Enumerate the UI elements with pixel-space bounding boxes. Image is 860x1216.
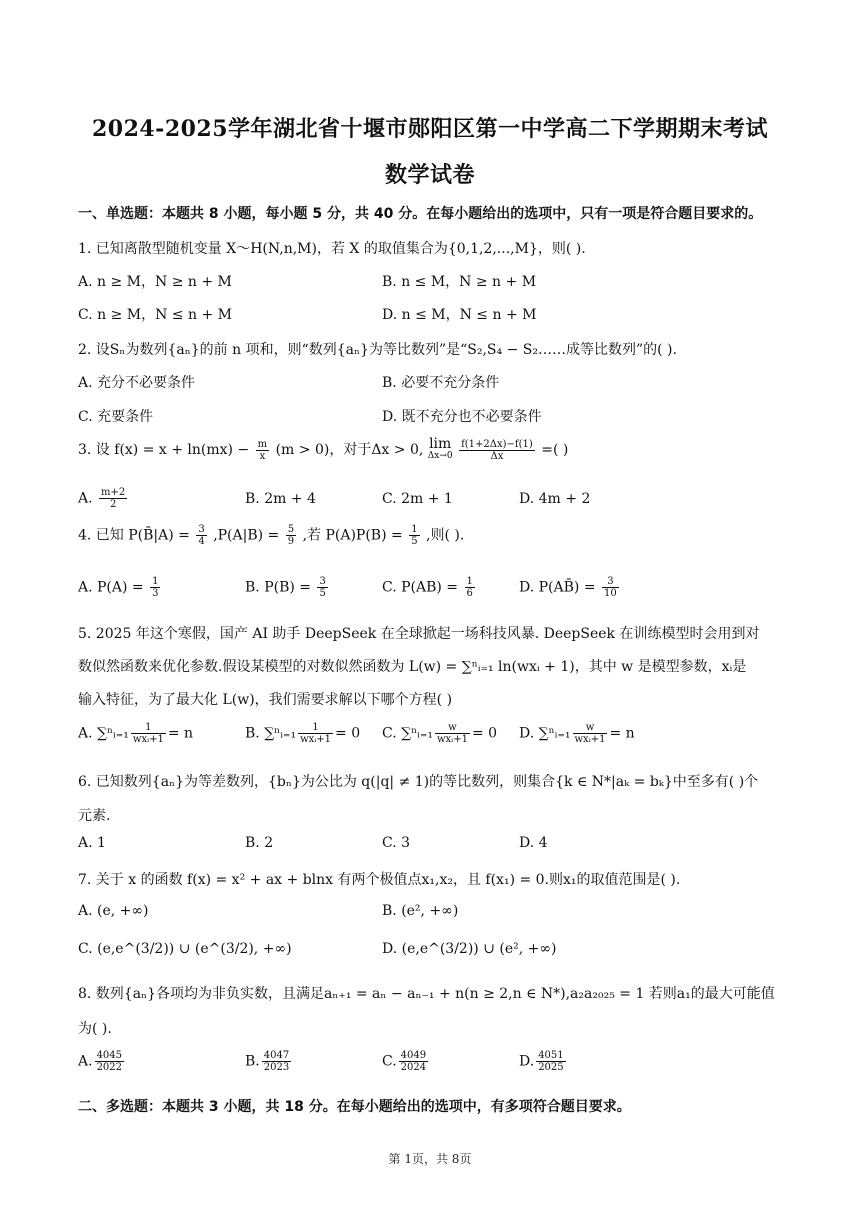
fraction-denominator: x: [259, 450, 266, 462]
fraction-numerator: 1: [411, 524, 418, 535]
question-3-stem-part-b: (m > 0)，对于Δx > 0,: [275, 442, 424, 458]
question-2-option-a: A. 充分不必要条件: [78, 375, 196, 391]
fraction-denominator: 6: [466, 588, 473, 599]
page-footer: 第 1页，共 8页: [388, 1152, 472, 1166]
question-4-stem-part-d: ,则( ).: [426, 527, 465, 544]
fraction-denominator: 2: [109, 499, 117, 510]
question-8-line-1: 8. 数列{aₙ}各项均为非负实数，且满足aₙ₊₁ = aₙ − aₙ₋₁ + n(n ≥ 2,n ∈ N*),a₂a₂₀₂₅ = 1 若则a₁的最大可能值: [78, 986, 775, 1002]
question-4-fraction-2: [286, 524, 296, 547]
question-7-option-a: A. (e, +∞): [78, 903, 149, 919]
option-label: B. ∑ⁿᵢ₌₁: [245, 725, 297, 742]
option-label: C. ∑ⁿᵢ₌₁: [382, 725, 433, 742]
question-5-line-3: 输入特征，为了最大化 L(w)，我们需要求解以下哪个方程( ): [78, 692, 453, 708]
option-fraction: [573, 722, 608, 745]
option-label: A. ∑ⁿᵢ₌₁: [78, 725, 129, 742]
fraction-denominator: wxᵢ+1: [132, 734, 164, 745]
question-5-option-b: [245, 722, 360, 745]
question-1-option-a: A. n ≥ M，N ≥ n + M: [78, 274, 232, 290]
question-7-option-c: C. (e,e^(3/2)) ∪ (e^(3/2), +∞): [78, 941, 292, 957]
fraction-denominator: 9: [287, 536, 295, 547]
question-7-option-d: D. (e,e^(3/2)) ∪ (e², +∞): [382, 941, 557, 957]
fraction-numerator: 4051: [538, 1050, 564, 1061]
question-4-option-d: [519, 576, 621, 599]
option-label: B.: [245, 1053, 260, 1070]
question-1-option-d: D. n ≤ M，N ≤ n + M: [382, 307, 537, 323]
question-2-stem: 2. 设Sₙ为数列{aₙ}的前 n 项和，则“数列{aₙ}为等比数列”是“S₂,S₄ − S₂……成等比数列”的( ).: [78, 342, 677, 358]
question-2-option-d: D. 既不充分也不必要条件: [382, 409, 542, 425]
question-1-stem: 1. 已知离散型随机变量 X～H(N,n,M)，若 X 的取值集合为{0,1,2,...,M}，则( ).: [78, 241, 586, 257]
fraction-numerator: 1: [131, 722, 166, 734]
question-4-option-c: [382, 576, 477, 599]
fraction-numerator: w: [435, 722, 470, 734]
fraction-numerator: 1: [152, 576, 159, 587]
question-6-line-1: 6. 已知数列{aₙ}为等差数列，{bₙ}为公比为 q(|q| ≠ 1)的等比数列，则集合{k ∈ N*|aₖ = bₖ}中至多有( )个: [78, 774, 759, 790]
question-8-option-d: [519, 1050, 568, 1073]
option-label: D.: [519, 1053, 535, 1070]
fraction-numerator: m: [257, 438, 268, 450]
question-5-line-2: 数似然函数来优化参数.假设某模型的对数似然函数为 L(w) = ∑ⁿᵢ₌₁ ln(wxᵢ + 1)，其中 w 是模型参数，xᵢ是: [78, 659, 747, 675]
fraction-denominator: 5: [411, 536, 418, 547]
fraction-numerator: 3: [198, 524, 205, 535]
fraction-denominator: 2022: [96, 1062, 123, 1073]
fraction-numerator: 4047: [263, 1050, 290, 1061]
question-4-stem-part-c: ,若 P(A)P(B) =: [302, 527, 403, 544]
question-1-option-c: C. n ≥ M，N ≤ n + M: [78, 307, 232, 323]
option-label: C.: [382, 1053, 397, 1070]
option-suffix: = n: [609, 725, 635, 742]
option-fraction: [95, 1050, 124, 1073]
question-3-option-b: B. 2m + 4: [245, 491, 316, 507]
question-3-stem-part-a: 3. 设 f(x) = x + ln(mx) −: [78, 442, 250, 458]
question-3-fraction-m-over-x: [256, 439, 269, 462]
question-3-option-c: C. 2m + 1: [382, 491, 453, 507]
option-label: D. ∑ⁿᵢ₌₁: [519, 725, 571, 742]
fraction-denominator: wxᵢ+1: [300, 734, 332, 745]
question-8-option-c: [382, 1050, 430, 1073]
fraction-denominator: 2024: [400, 1062, 427, 1073]
question-8-option-b: [245, 1050, 293, 1073]
question-4-fraction-1: [196, 524, 206, 547]
option-fraction: [399, 1050, 428, 1073]
question-8-line-2: 为( ).: [78, 1021, 112, 1037]
fraction-denominator: 5: [319, 588, 326, 599]
question-4-stem-part-a: 4. 已知 P(B̄|A) =: [78, 527, 190, 544]
fraction-denominator: Δx: [490, 450, 504, 462]
option-fraction: [298, 722, 333, 745]
fraction-numerator: 3: [602, 576, 619, 588]
question-4-option-b: [245, 576, 330, 599]
question-6-option-b: B. 2: [245, 835, 274, 851]
question-6-option-c: C. 3: [382, 835, 411, 851]
question-1-option-b: B. n ≤ M，N ≥ n + M: [382, 274, 537, 290]
option-label: C. P(AB) =: [382, 579, 459, 596]
option-suffix: = 0: [335, 725, 361, 742]
question-4-stem: [78, 524, 464, 547]
option-fraction: [465, 576, 475, 599]
question-5-option-a: [78, 722, 193, 745]
option-fraction: [536, 1050, 565, 1073]
limit-subscript: Δx→0: [427, 451, 453, 461]
fraction-numerator: f(1+2Δx)−f(1): [461, 438, 533, 450]
section-multiple-choice-heading: 二、多选题：本题共 3 小题，共 18 分。在每小题给出的选项中，有多项符合题目要求。: [78, 1099, 631, 1115]
question-8-option-a: [78, 1050, 126, 1073]
option-fraction: [262, 1050, 291, 1073]
fraction-denominator: 4: [198, 536, 205, 547]
fraction-numerator: 5: [287, 524, 295, 535]
question-3-stem: [78, 438, 568, 462]
option-fraction: [435, 722, 470, 745]
question-7-stem: 7. 关于 x 的函数 f(x) = x² + ax + blnx 有两个极值点x₁,x₂，且 f(x₁) = 0.则x₁的取值范围是( ).: [78, 872, 681, 888]
question-3-stem-part-c: =( ): [541, 442, 569, 458]
question-2-option-b: B. 必要不充分条件: [382, 375, 500, 391]
option-label: A.: [78, 490, 93, 507]
fraction-numerator: w: [573, 722, 608, 734]
option-label: A. P(A) =: [78, 579, 144, 596]
question-4-option-a: [78, 576, 162, 599]
option-fraction: [131, 722, 166, 745]
question-6-option-a: A. 1: [78, 835, 106, 851]
fraction-denominator: 10: [604, 588, 617, 599]
fraction-denominator: 3: [152, 588, 159, 599]
question-4-fraction-3: [409, 524, 419, 547]
question-7-option-b: B. (e², +∞): [382, 903, 459, 919]
exam-subtitle: 数学试卷: [384, 162, 475, 188]
fraction-denominator: 2023: [263, 1062, 290, 1073]
limit-symbol: lim: [429, 436, 452, 452]
fraction-numerator: 1: [466, 576, 473, 587]
fraction-numerator: m+2: [101, 487, 126, 498]
fraction-denominator: wxᵢ+1: [436, 734, 468, 745]
option-label: D. P(AB̄) =: [519, 579, 596, 596]
question-5-option-c: [382, 722, 497, 745]
question-3-difference-quotient: [459, 439, 535, 462]
question-5-line-1: 5. 2025 年这个寒假，国产 AI 助手 DeepSeek 在全球掀起一场科技风暴. DeepSeek 在训练模型时会用到对: [78, 626, 760, 642]
option-fraction: [99, 487, 127, 510]
fraction-denominator: 2025: [538, 1062, 564, 1073]
option-suffix: = 0: [471, 725, 498, 742]
option-suffix: = n: [167, 725, 194, 742]
fraction-numerator: 1: [298, 722, 333, 734]
question-3-option-a: [78, 487, 129, 510]
question-4-stem-part-b: ,P(A|B) =: [213, 527, 280, 544]
option-fraction: [150, 576, 160, 599]
question-6-line-2: 元素.: [78, 808, 111, 824]
question-3-limit: [428, 438, 453, 462]
option-label: B. P(B) =: [245, 579, 312, 596]
option-fraction: [602, 576, 619, 599]
exam-title: 2024-2025学年湖北省十堰市郧阳区第一中学高二下学期期末考试: [91, 116, 769, 142]
fraction-numerator: 3: [319, 576, 326, 587]
fraction-numerator: 4045: [96, 1050, 123, 1061]
section-single-choice-heading: 一、单选题：本题共 8 小题，每小题 5 分，共 40 分。在每小题给出的选项中，只有一项是符合题目要求的。: [78, 206, 763, 222]
option-label: A.: [78, 1053, 93, 1070]
fraction-denominator: wxᵢ+1: [574, 734, 606, 745]
question-5-option-d: [519, 722, 635, 745]
option-fraction: [317, 576, 327, 599]
question-2-option-c: C. 充要条件: [78, 409, 154, 425]
question-3-option-d: D. 4m + 2: [519, 491, 591, 507]
question-6-option-d: D. 4: [519, 835, 548, 851]
fraction-numerator: 4049: [400, 1050, 427, 1061]
